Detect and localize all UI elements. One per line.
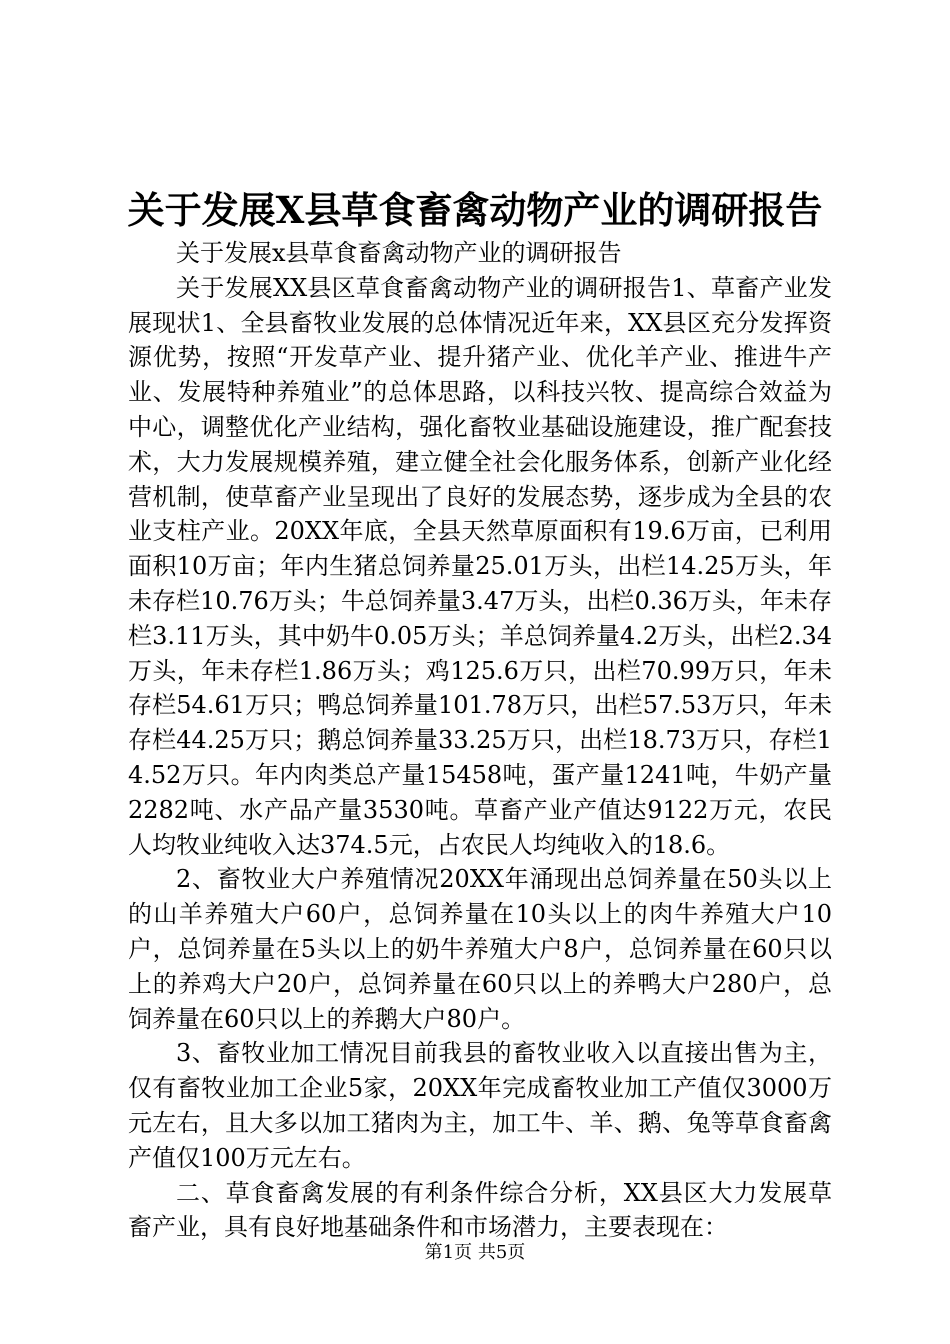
paragraph-large-farms: 2、畜牧业大户养殖情况20XX年涌现出总饲养量在50头以上的山羊养殖大户60户，总饲养量在10头以上的肉牛养殖大户10户，总饲养量在5头以上的奶牛养殖大户8户，总饲养量在60只以上的养鸡大户20户，总饲养量在60只以上的养鸭大户280户，总饲养量在60只以上的养鹅大户80户。 — [128, 865, 832, 1033]
page-footer: 第1页 共5页 — [424, 1242, 526, 1263]
paragraph-current-status: 关于发展XX县区草食畜禽动物产业的调研报告1、草畜产业发展现状1、全县畜牧业发展的总体情况近年来，XX县区充分发挥资源优势，按照“开发草产业、提升猪产业、优化羊产业、推进牛产业、发展特种养殖业”的总体思路，以科技兴牧、提高综合效益为中心，调整优化产业结构，强化畜牧业基础设施建设，推广配套技术，大力发展规模养殖，建立健全社会化服务体系，创新产业化经营机制，使草畜产业呈现出了良好的发展态势，逐步成为全县的农业支柱产业。20XX年底，全县天然草原面积有19.6万亩，已利用面积10万亩；年内生猪总饲养量25.01万头，出栏14.25万头，年未存栏10.76万头；牛总饲养量3.47万头，出栏0.36万头，年未存栏3.11万头，其中奶牛0.05万头；羊总饲养量4.2万头，出栏2.34万头，年未存栏1.86万头；鸡125.6万只，出栏70.99万只，年未存栏54.61万只；鸭总饲养量101.78万只，出栏57.53万只，年未存栏44.25万只；鹅总饲养量33.25万只，出栏18.73万只，存栏14.52万只。年内肉类总产量15458吨，蛋产量1241吨，牛奶产量2282吨、水产品产量3530吨。草畜产业产值达9122万元，农民人均牧业纯收入达374.5元，占农民人均纯收入的18.6。 — [128, 273, 832, 859]
paragraph-favorable-conditions: 二、草食畜禽发展的有利条件综合分析，XX县区大力发展草畜产业，具有良好地基础条件和市场潜力，主要表现在： — [128, 1178, 832, 1242]
document-title: 关于发展X县草食畜禽动物产业的调研报告 — [127, 188, 823, 232]
paragraph-processing: 3、畜牧业加工情况目前我县的畜牧业收入以直接出售为主，仅有畜牧业加工企业5家，20XX年完成畜牧业加工产值仅3000万元左右，且大多以加工猪肉为主，加工牛、羊、鹅、兔等草食畜禽产值仅100万元左右。 — [128, 1039, 832, 1172]
document-body — [128, 236, 832, 1245]
paragraph-subtitle: 关于发展x县草食畜禽动物产业的调研报告 — [176, 239, 622, 267]
